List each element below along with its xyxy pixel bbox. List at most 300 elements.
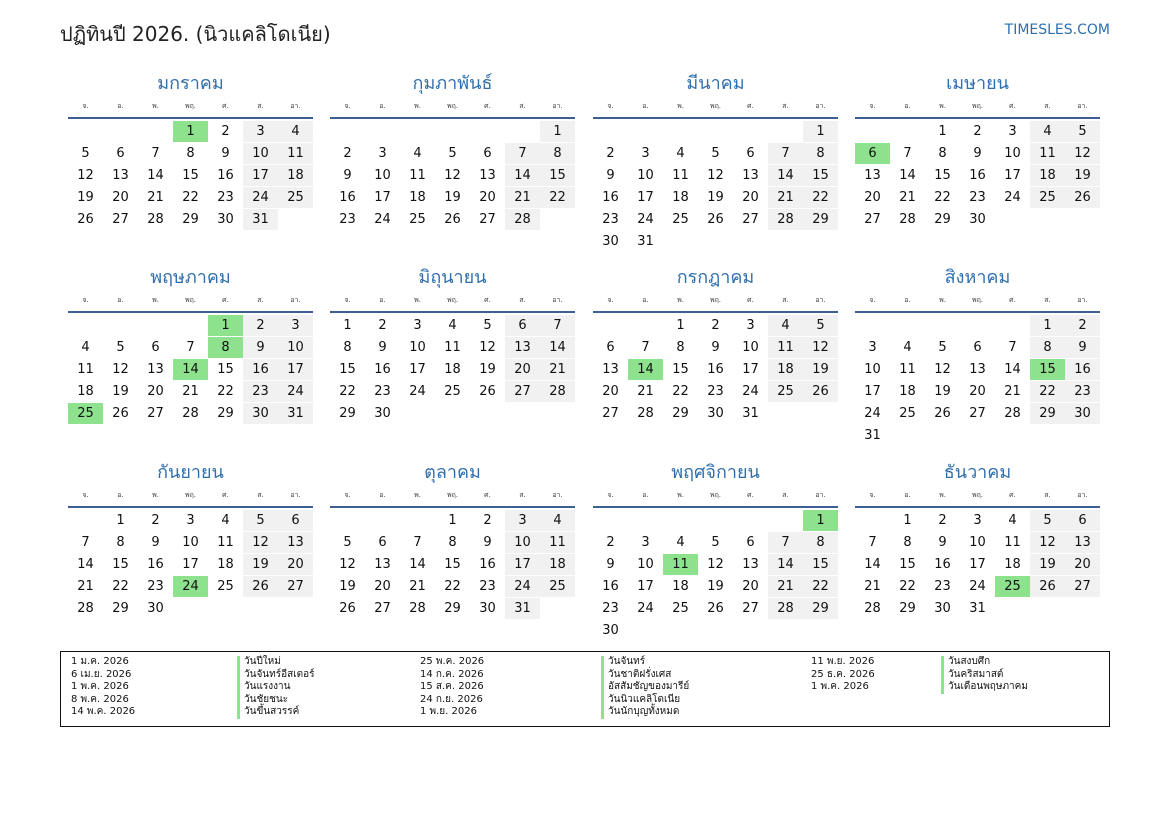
- day-cell[interactable]: 9: [711, 340, 720, 355]
- day-cell[interactable]: 31: [969, 601, 986, 616]
- day-cell[interactable]: 3: [973, 513, 982, 528]
- day-cell[interactable]: 14: [899, 168, 916, 183]
- day-cell[interactable]: 10: [409, 340, 426, 355]
- day-cell[interactable]: 23: [707, 384, 724, 399]
- day-cell[interactable]: 31: [864, 428, 881, 443]
- day-cell[interactable]: 28: [899, 212, 916, 227]
- day-cell[interactable]: 17: [637, 190, 654, 205]
- day-cell[interactable]: 12: [707, 557, 724, 572]
- day-cell[interactable]: 3: [278, 315, 313, 336]
- day-cell[interactable]: 12: [934, 362, 951, 377]
- day-cell[interactable]: 12: [243, 532, 278, 553]
- day-cell[interactable]: 2: [221, 124, 230, 139]
- day-cell[interactable]: 19: [339, 579, 356, 594]
- day-cell[interactable]: 2: [711, 318, 720, 333]
- day-cell[interactable]: 28: [637, 406, 654, 421]
- day-cell[interactable]: 7: [186, 340, 195, 355]
- day-cell[interactable]: 16: [969, 168, 986, 183]
- day-cell[interactable]: 16: [243, 359, 278, 380]
- day-cell[interactable]: 28: [182, 406, 199, 421]
- day-cell[interactable]: 19: [479, 362, 496, 377]
- day-cell[interactable]: 18: [77, 384, 94, 399]
- holiday-day-cell[interactable]: 11: [663, 554, 698, 575]
- day-cell[interactable]: 20: [742, 579, 759, 594]
- day-cell[interactable]: 11: [1004, 535, 1021, 550]
- day-cell[interactable]: 17: [1004, 168, 1021, 183]
- day-cell[interactable]: 3: [186, 513, 195, 528]
- day-cell[interactable]: 14: [147, 168, 164, 183]
- day-cell[interactable]: 19: [77, 190, 94, 205]
- day-cell[interactable]: 2: [606, 535, 615, 550]
- day-cell[interactable]: 9: [938, 535, 947, 550]
- day-cell[interactable]: 15: [899, 557, 916, 572]
- day-cell[interactable]: 7: [81, 535, 90, 550]
- day-cell[interactable]: 9: [221, 146, 230, 161]
- day-cell[interactable]: 13: [479, 168, 496, 183]
- day-cell[interactable]: 5: [711, 146, 720, 161]
- day-cell[interactable]: 13: [505, 337, 540, 358]
- day-cell[interactable]: 20: [278, 554, 313, 575]
- day-cell[interactable]: 15: [803, 554, 838, 575]
- day-cell[interactable]: 1: [540, 121, 575, 142]
- day-cell[interactable]: 9: [973, 146, 982, 161]
- day-cell[interactable]: 23: [147, 579, 164, 594]
- day-cell[interactable]: 12: [1065, 143, 1100, 164]
- day-cell[interactable]: 13: [742, 168, 759, 183]
- day-cell[interactable]: 24: [278, 381, 313, 402]
- day-cell[interactable]: 30: [479, 601, 496, 616]
- day-cell[interactable]: 9: [483, 535, 492, 550]
- day-cell[interactable]: 6: [1065, 510, 1100, 531]
- day-cell[interactable]: 15: [182, 168, 199, 183]
- day-cell[interactable]: 10: [505, 532, 540, 553]
- day-cell[interactable]: 26: [479, 384, 496, 399]
- day-cell[interactable]: 20: [505, 359, 540, 380]
- day-cell[interactable]: 23: [374, 384, 391, 399]
- day-cell[interactable]: 21: [768, 576, 803, 597]
- day-cell[interactable]: 30: [934, 601, 951, 616]
- day-cell[interactable]: 7: [768, 532, 803, 553]
- day-cell[interactable]: 3: [868, 340, 877, 355]
- day-cell[interactable]: 4: [903, 340, 912, 355]
- day-cell[interactable]: 24: [637, 212, 654, 227]
- day-cell[interactable]: 24: [742, 384, 759, 399]
- day-cell[interactable]: 28: [409, 601, 426, 616]
- holiday-day-cell[interactable]: 6: [855, 143, 890, 164]
- day-cell[interactable]: 24: [864, 406, 881, 421]
- day-cell[interactable]: 12: [803, 337, 838, 358]
- day-cell[interactable]: 26: [1065, 187, 1100, 208]
- day-cell[interactable]: 9: [1065, 337, 1100, 358]
- day-cell[interactable]: 19: [803, 359, 838, 380]
- day-cell[interactable]: 4: [221, 513, 230, 528]
- day-cell[interactable]: 21: [1004, 384, 1021, 399]
- day-cell[interactable]: 23: [602, 212, 619, 227]
- day-cell[interactable]: 31: [278, 403, 313, 424]
- day-cell[interactable]: 28: [768, 598, 803, 619]
- day-cell[interactable]: 18: [1030, 165, 1065, 186]
- day-cell[interactable]: 13: [969, 362, 986, 377]
- day-cell[interactable]: 18: [768, 359, 803, 380]
- day-cell[interactable]: 22: [934, 190, 951, 205]
- day-cell[interactable]: 17: [278, 359, 313, 380]
- day-cell[interactable]: 27: [742, 601, 759, 616]
- day-cell[interactable]: 2: [1065, 315, 1100, 336]
- day-cell[interactable]: 13: [602, 362, 619, 377]
- day-cell[interactable]: 17: [374, 190, 391, 205]
- day-cell[interactable]: 10: [1004, 146, 1021, 161]
- day-cell[interactable]: 20: [969, 384, 986, 399]
- day-cell[interactable]: 22: [540, 187, 575, 208]
- day-cell[interactable]: 2: [483, 513, 492, 528]
- day-cell[interactable]: 31: [243, 209, 278, 230]
- day-cell[interactable]: 10: [182, 535, 199, 550]
- holiday-day-cell[interactable]: 8: [208, 337, 243, 358]
- day-cell[interactable]: 23: [243, 381, 278, 402]
- day-cell[interactable]: 1: [676, 318, 685, 333]
- day-cell[interactable]: 11: [672, 168, 689, 183]
- day-cell[interactable]: 13: [374, 557, 391, 572]
- day-cell[interactable]: 30: [1065, 403, 1100, 424]
- day-cell[interactable]: 29: [899, 601, 916, 616]
- day-cell[interactable]: 18: [278, 165, 313, 186]
- day-cell[interactable]: 12: [77, 168, 94, 183]
- day-cell[interactable]: 30: [147, 601, 164, 616]
- day-cell[interactable]: 10: [637, 557, 654, 572]
- day-cell[interactable]: 23: [339, 212, 356, 227]
- day-cell[interactable]: 20: [602, 384, 619, 399]
- day-cell[interactable]: 12: [444, 168, 461, 183]
- day-cell[interactable]: 30: [217, 212, 234, 227]
- day-cell[interactable]: 17: [742, 362, 759, 377]
- site-link[interactable]: TIMESLES.COM: [1004, 22, 1110, 38]
- day-cell[interactable]: 16: [1065, 359, 1100, 380]
- day-cell[interactable]: 12: [707, 168, 724, 183]
- day-cell[interactable]: 30: [969, 212, 986, 227]
- day-cell[interactable]: 14: [505, 165, 540, 186]
- day-cell[interactable]: 10: [637, 168, 654, 183]
- day-cell[interactable]: 18: [409, 190, 426, 205]
- day-cell[interactable]: 21: [409, 579, 426, 594]
- day-cell[interactable]: 6: [378, 535, 387, 550]
- day-cell[interactable]: 26: [1030, 576, 1065, 597]
- day-cell[interactable]: 7: [505, 143, 540, 164]
- day-cell[interactable]: 15: [339, 362, 356, 377]
- day-cell[interactable]: 9: [606, 557, 615, 572]
- day-cell[interactable]: 31: [742, 406, 759, 421]
- day-cell[interactable]: 4: [676, 535, 685, 550]
- day-cell[interactable]: 14: [768, 165, 803, 186]
- day-cell[interactable]: 17: [969, 557, 986, 572]
- day-cell[interactable]: 19: [444, 190, 461, 205]
- day-cell[interactable]: 29: [339, 406, 356, 421]
- day-cell[interactable]: 6: [151, 340, 160, 355]
- day-cell[interactable]: 21: [505, 187, 540, 208]
- day-cell[interactable]: 1: [938, 124, 947, 139]
- day-cell[interactable]: 22: [217, 384, 234, 399]
- day-cell[interactable]: 26: [444, 212, 461, 227]
- day-cell[interactable]: 14: [77, 557, 94, 572]
- holiday-day-cell[interactable]: 15: [1030, 359, 1065, 380]
- day-cell[interactable]: 14: [409, 557, 426, 572]
- day-cell[interactable]: 11: [540, 532, 575, 553]
- day-cell[interactable]: 28: [77, 601, 94, 616]
- day-cell[interactable]: 5: [116, 340, 125, 355]
- day-cell[interactable]: 16: [147, 557, 164, 572]
- day-cell[interactable]: 20: [374, 579, 391, 594]
- day-cell[interactable]: 27: [864, 212, 881, 227]
- day-cell[interactable]: 17: [637, 579, 654, 594]
- day-cell[interactable]: 5: [1030, 510, 1065, 531]
- day-cell[interactable]: 29: [803, 209, 838, 230]
- day-cell[interactable]: 18: [1004, 557, 1021, 572]
- day-cell[interactable]: 29: [934, 212, 951, 227]
- day-cell[interactable]: 22: [803, 187, 838, 208]
- day-cell[interactable]: 12: [112, 362, 129, 377]
- day-cell[interactable]: 23: [479, 579, 496, 594]
- day-cell[interactable]: 28: [768, 209, 803, 230]
- holiday-day-cell[interactable]: 25: [995, 576, 1030, 597]
- day-cell[interactable]: 30: [374, 406, 391, 421]
- day-cell[interactable]: 9: [343, 168, 352, 183]
- day-cell[interactable]: 1: [448, 513, 457, 528]
- day-cell[interactable]: 2: [606, 146, 615, 161]
- day-cell[interactable]: 13: [278, 532, 313, 553]
- day-cell[interactable]: 23: [969, 190, 986, 205]
- day-cell[interactable]: 5: [243, 510, 278, 531]
- holiday-day-cell[interactable]: 14: [628, 359, 663, 380]
- day-cell[interactable]: 26: [707, 601, 724, 616]
- day-cell[interactable]: 2: [938, 513, 947, 528]
- day-cell[interactable]: 22: [803, 576, 838, 597]
- day-cell[interactable]: 16: [934, 557, 951, 572]
- day-cell[interactable]: 6: [746, 146, 755, 161]
- day-cell[interactable]: 2: [151, 513, 160, 528]
- day-cell[interactable]: 29: [217, 406, 234, 421]
- day-cell[interactable]: 19: [112, 384, 129, 399]
- day-cell[interactable]: 22: [112, 579, 129, 594]
- day-cell[interactable]: 7: [768, 143, 803, 164]
- day-cell[interactable]: 16: [217, 168, 234, 183]
- day-cell[interactable]: 7: [151, 146, 160, 161]
- day-cell[interactable]: 16: [339, 190, 356, 205]
- day-cell[interactable]: 27: [479, 212, 496, 227]
- day-cell[interactable]: 3: [641, 535, 650, 550]
- day-cell[interactable]: 8: [1030, 337, 1065, 358]
- day-cell[interactable]: 27: [374, 601, 391, 616]
- day-cell[interactable]: 13: [742, 557, 759, 572]
- day-cell[interactable]: 13: [1065, 532, 1100, 553]
- day-cell[interactable]: 16: [374, 362, 391, 377]
- day-cell[interactable]: 10: [864, 362, 881, 377]
- day-cell[interactable]: 6: [483, 146, 492, 161]
- day-cell[interactable]: 6: [278, 510, 313, 531]
- day-cell[interactable]: 18: [899, 384, 916, 399]
- day-cell[interactable]: 27: [969, 406, 986, 421]
- day-cell[interactable]: 23: [602, 601, 619, 616]
- day-cell[interactable]: 7: [540, 315, 575, 336]
- day-cell[interactable]: 29: [112, 601, 129, 616]
- day-cell[interactable]: 11: [77, 362, 94, 377]
- day-cell[interactable]: 30: [602, 623, 619, 638]
- holiday-day-cell[interactable]: 14: [173, 359, 208, 380]
- day-cell[interactable]: 5: [711, 535, 720, 550]
- day-cell[interactable]: 24: [374, 212, 391, 227]
- day-cell[interactable]: 5: [448, 146, 457, 161]
- day-cell[interactable]: 21: [147, 190, 164, 205]
- day-cell[interactable]: 19: [1065, 165, 1100, 186]
- day-cell[interactable]: 11: [409, 168, 426, 183]
- day-cell[interactable]: 8: [938, 146, 947, 161]
- day-cell[interactable]: 16: [707, 362, 724, 377]
- day-cell[interactable]: 7: [1008, 340, 1017, 355]
- day-cell[interactable]: 4: [768, 315, 803, 336]
- holiday-day-cell[interactable]: 1: [803, 510, 838, 531]
- holiday-day-cell[interactable]: 24: [173, 576, 208, 597]
- day-cell[interactable]: 8: [343, 340, 352, 355]
- day-cell[interactable]: 4: [81, 340, 90, 355]
- day-cell[interactable]: 21: [768, 187, 803, 208]
- day-cell[interactable]: 7: [641, 340, 650, 355]
- day-cell[interactable]: 3: [1008, 124, 1017, 139]
- day-cell[interactable]: 14: [540, 337, 575, 358]
- day-cell[interactable]: 24: [409, 384, 426, 399]
- day-cell[interactable]: 3: [243, 121, 278, 142]
- day-cell[interactable]: 25: [278, 187, 313, 208]
- day-cell[interactable]: 17: [243, 165, 278, 186]
- day-cell[interactable]: 16: [602, 579, 619, 594]
- day-cell[interactable]: 26: [243, 576, 278, 597]
- day-cell[interactable]: 24: [243, 187, 278, 208]
- day-cell[interactable]: 26: [77, 212, 94, 227]
- day-cell[interactable]: 15: [672, 362, 689, 377]
- day-cell[interactable]: 27: [505, 381, 540, 402]
- day-cell[interactable]: 29: [803, 598, 838, 619]
- day-cell[interactable]: 8: [186, 146, 195, 161]
- day-cell[interactable]: 12: [1030, 532, 1065, 553]
- day-cell[interactable]: 25: [1030, 187, 1065, 208]
- day-cell[interactable]: 1: [903, 513, 912, 528]
- day-cell[interactable]: 4: [676, 146, 685, 161]
- day-cell[interactable]: 6: [116, 146, 125, 161]
- day-cell[interactable]: 17: [864, 384, 881, 399]
- day-cell[interactable]: 9: [378, 340, 387, 355]
- day-cell[interactable]: 13: [112, 168, 129, 183]
- day-cell[interactable]: 1: [803, 121, 838, 142]
- day-cell[interactable]: 7: [903, 146, 912, 161]
- day-cell[interactable]: 3: [413, 318, 422, 333]
- day-cell[interactable]: 10: [969, 535, 986, 550]
- day-cell[interactable]: 8: [116, 535, 125, 550]
- day-cell[interactable]: 30: [602, 234, 619, 249]
- day-cell[interactable]: 6: [746, 535, 755, 550]
- day-cell[interactable]: 15: [112, 557, 129, 572]
- day-cell[interactable]: 26: [934, 406, 951, 421]
- day-cell[interactable]: 23: [1065, 381, 1100, 402]
- day-cell[interactable]: 9: [151, 535, 160, 550]
- day-cell[interactable]: 27: [602, 406, 619, 421]
- day-cell[interactable]: 27: [742, 212, 759, 227]
- day-cell[interactable]: 15: [540, 165, 575, 186]
- day-cell[interactable]: 21: [77, 579, 94, 594]
- day-cell[interactable]: 10: [278, 337, 313, 358]
- day-cell[interactable]: 25: [217, 579, 234, 594]
- day-cell[interactable]: 2: [973, 124, 982, 139]
- day-cell[interactable]: 18: [444, 362, 461, 377]
- day-cell[interactable]: 4: [1030, 121, 1065, 142]
- day-cell[interactable]: 17: [409, 362, 426, 377]
- day-cell[interactable]: 15: [803, 165, 838, 186]
- day-cell[interactable]: 11: [1030, 143, 1065, 164]
- day-cell[interactable]: 15: [217, 362, 234, 377]
- day-cell[interactable]: 2: [243, 315, 278, 336]
- day-cell[interactable]: 22: [899, 579, 916, 594]
- day-cell[interactable]: 10: [374, 168, 391, 183]
- day-cell[interactable]: 24: [637, 601, 654, 616]
- day-cell[interactable]: 4: [1008, 513, 1017, 528]
- day-cell[interactable]: 17: [182, 557, 199, 572]
- day-cell[interactable]: 14: [1004, 362, 1021, 377]
- day-cell[interactable]: 22: [444, 579, 461, 594]
- day-cell[interactable]: 27: [112, 212, 129, 227]
- day-cell[interactable]: 28: [1004, 406, 1021, 421]
- day-cell[interactable]: 16: [479, 557, 496, 572]
- day-cell[interactable]: 28: [864, 601, 881, 616]
- day-cell[interactable]: 12: [479, 340, 496, 355]
- day-cell[interactable]: 29: [1030, 403, 1065, 424]
- day-cell[interactable]: 1: [343, 318, 352, 333]
- day-cell[interactable]: 25: [409, 212, 426, 227]
- day-cell[interactable]: 18: [672, 190, 689, 205]
- day-cell[interactable]: 4: [278, 121, 313, 142]
- day-cell[interactable]: 3: [746, 318, 755, 333]
- day-cell[interactable]: 3: [505, 510, 540, 531]
- day-cell[interactable]: 6: [973, 340, 982, 355]
- day-cell[interactable]: 31: [505, 598, 540, 619]
- day-cell[interactable]: 22: [182, 190, 199, 205]
- day-cell[interactable]: 19: [707, 190, 724, 205]
- day-cell[interactable]: 14: [864, 557, 881, 572]
- day-cell[interactable]: 19: [707, 579, 724, 594]
- day-cell[interactable]: 6: [505, 315, 540, 336]
- day-cell[interactable]: 28: [505, 209, 540, 230]
- day-cell[interactable]: 29: [444, 601, 461, 616]
- day-cell[interactable]: 4: [448, 318, 457, 333]
- day-cell[interactable]: 24: [505, 576, 540, 597]
- day-cell[interactable]: 22: [339, 384, 356, 399]
- day-cell[interactable]: 10: [243, 143, 278, 164]
- day-cell[interactable]: 20: [742, 190, 759, 205]
- day-cell[interactable]: 21: [899, 190, 916, 205]
- day-cell[interactable]: 13: [864, 168, 881, 183]
- day-cell[interactable]: 26: [707, 212, 724, 227]
- holiday-day-cell[interactable]: 25: [68, 403, 103, 424]
- day-cell[interactable]: 5: [81, 146, 90, 161]
- day-cell[interactable]: 20: [112, 190, 129, 205]
- day-cell[interactable]: 25: [540, 576, 575, 597]
- day-cell[interactable]: 16: [602, 190, 619, 205]
- day-cell[interactable]: 1: [116, 513, 125, 528]
- day-cell[interactable]: 28: [147, 212, 164, 227]
- day-cell[interactable]: 8: [803, 143, 838, 164]
- day-cell[interactable]: 19: [243, 554, 278, 575]
- day-cell[interactable]: 8: [448, 535, 457, 550]
- day-cell[interactable]: 10: [742, 340, 759, 355]
- day-cell[interactable]: 13: [147, 362, 164, 377]
- day-cell[interactable]: 30: [243, 403, 278, 424]
- day-cell[interactable]: 18: [672, 579, 689, 594]
- day-cell[interactable]: 15: [444, 557, 461, 572]
